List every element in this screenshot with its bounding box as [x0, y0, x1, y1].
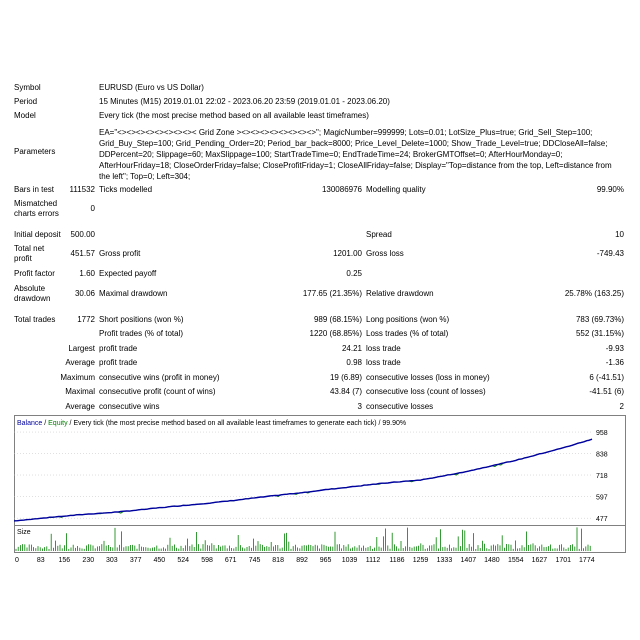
model-value: Every tick (the most precise method based on all available least timeframes) — [99, 111, 369, 120]
symbol-label: Symbol — [14, 83, 41, 92]
largest-label: Largest — [68, 344, 95, 353]
gross-loss-label: Gross loss — [366, 249, 404, 258]
expected-payoff-value: 0.25 — [346, 269, 362, 278]
total-trades-value: 1772 — [77, 315, 95, 324]
x-tick-label: 1259 — [412, 557, 429, 564]
short-positions-label: Short positions (won %) — [99, 315, 184, 324]
ticks-label: Ticks modelled — [99, 185, 153, 194]
total-trades-label: Total trades — [14, 315, 56, 324]
x-tick-label: 598 — [201, 557, 213, 564]
maximal-drawdown-value: 177.65 (21.35%) — [302, 289, 362, 298]
maximal-cons-loss-label: consecutive loss (count of losses) — [366, 387, 486, 396]
x-tick-label: 1186 — [389, 557, 405, 564]
y-tick-label: 718 — [596, 473, 608, 481]
ticks-value: 130086976 — [321, 185, 362, 194]
x-tick-label: 524 — [177, 557, 190, 564]
max-cons-losses-value: 6 (-41.51) — [589, 373, 624, 382]
model-label: Model — [14, 111, 36, 120]
parameters-value: EA="<><><><><><><><>< Grid Zone ><><><><><><><><>"; MagicNumber=999999; Lots=0.01; LotSize_Plus=true; Grid_Sell_Step=100; Grid_Buy_Step=100; Grid_Pending_Order=20; Period_bar_back=8000; Price_Level_Delete=1000; Show_Trade_Level=true; DDCloseAll=false; DDPercent=20; Slippage=60; MaxSlippage=100; StartTradeTime=0; EndTradeTime=24; BrokerGMTOffset=0; AfterHourMonday=0; AfterHourFriday=18; CloseOrderFriday=false; CloseProfitFriday=1; CloseAllFriday=false; Display="Top=distance from the top, Left=distance from the left"; Top=0; Left=304; — [99, 128, 612, 181]
x-tick-label: 1039 — [341, 557, 358, 564]
relative-drawdown-label: Relative drawdown — [366, 289, 434, 298]
profit-trades-label: Profit trades (% of total) — [99, 329, 184, 338]
average-label: Average — [65, 358, 95, 367]
period-label: Period — [14, 97, 38, 106]
size-label: Size — [17, 529, 31, 536]
x-tick-label: 230 — [82, 557, 95, 564]
largest-loss-label: loss trade — [366, 344, 401, 353]
legend-equity: Equity — [48, 420, 68, 427]
x-tick-label: 1480 — [484, 557, 500, 564]
short-positions-value: 989 (68.15%) — [313, 315, 362, 324]
y-tick-label: 477 — [596, 516, 608, 524]
x-tick-label: 892 — [296, 557, 308, 564]
x-tick-label: 0 — [15, 557, 19, 564]
mismatched-value: 0 — [90, 204, 95, 213]
quality-value: 99.90% — [596, 185, 624, 194]
relative-drawdown-value: 25.78% (163.25) — [564, 289, 624, 298]
maximal-cons-loss-value: -41.51 (6) — [589, 387, 624, 396]
legend-balance: Balance — [17, 420, 43, 427]
maximal-drawdown-label: Maximal drawdown — [99, 289, 168, 298]
spread-value: 10 — [615, 230, 624, 239]
maximal-cons-profit-label: consecutive profit (count of wins) — [99, 387, 216, 396]
x-tick-label: 1627 — [531, 557, 548, 564]
profit-factor-label: Profit factor — [14, 269, 55, 278]
largest-profit-label: profit trade — [99, 344, 138, 353]
x-tick-label: 818 — [272, 557, 284, 564]
maximum-label: Maximum — [60, 373, 95, 382]
initial-deposit-label: Initial deposit — [14, 230, 61, 239]
average-profit-label: profit trade — [99, 358, 138, 367]
bars-label: Bars in test — [14, 185, 55, 194]
quality-label: Modelling quality — [366, 185, 426, 194]
y-tick-label: 838 — [596, 451, 608, 459]
avg-cons-wins-label: consecutive wins — [99, 402, 160, 411]
x-tick-label: 303 — [105, 557, 118, 564]
absolute-drawdown-label: Absolute drawdown — [14, 284, 51, 303]
long-positions-label: Long positions (won %) — [366, 315, 450, 324]
max-cons-wins-value: 19 (6.89) — [329, 373, 362, 382]
average-loss-label: loss trade — [366, 358, 401, 367]
balance-chart — [14, 415, 626, 553]
legend-sep: / — [42, 420, 49, 427]
x-tick-label: 671 — [224, 557, 237, 564]
avg-cons-losses-value: 2 — [619, 402, 624, 411]
net-profit-label: Total net profit — [14, 244, 45, 263]
legend-rest: / Every tick (the most precise method based on all available least timeframes to generate each tick) / 99.90% — [67, 420, 407, 427]
gross-profit-value: 1201.00 — [333, 249, 362, 258]
x-tick-label: 377 — [129, 557, 142, 564]
x-tick-label: 1407 — [460, 557, 477, 564]
gross-profit-label: Gross profit — [99, 249, 141, 258]
y-tick-label: 958 — [596, 430, 608, 438]
chart-legend — [17, 420, 406, 427]
x-tick-label: 450 — [153, 557, 166, 564]
y-tick-label: 597 — [596, 494, 608, 502]
x-tick-label: 83 — [36, 557, 45, 564]
expected-payoff-label: Expected payoff — [99, 269, 157, 278]
profit-trades-value: 1220 (68.85%) — [309, 329, 362, 338]
bars-value: 111532 — [69, 185, 95, 194]
profit-factor-value: 1.60 — [79, 269, 95, 278]
x-tick-label: 1774 — [579, 557, 595, 564]
largest-profit-value: 24.21 — [341, 344, 362, 353]
spread-label: Spread — [366, 230, 392, 239]
mismatched-label: Mismatched charts errors — [14, 199, 59, 218]
avg-cons-wins-value: 3 — [357, 402, 362, 411]
x-axis — [14, 553, 626, 565]
initial-deposit-value: 500.00 — [70, 230, 95, 239]
max-cons-wins-label: consecutive wins (profit in money) — [99, 373, 220, 382]
x-tick-label: 1112 — [365, 557, 381, 564]
gross-loss-value: -749.43 — [596, 249, 624, 258]
period-value: 15 Minutes (M15) 2019.01.01 22:02 - 2023.06.20 23:59 (2019.01.01 - 2023.06.20) — [99, 97, 390, 106]
largest-loss-value: -9.93 — [605, 344, 624, 353]
x-tick-label: 1701 — [555, 557, 572, 564]
average-loss-value: -1.36 — [605, 358, 624, 367]
symbol-value: EURUSD (Euro vs US Dollar) — [99, 83, 204, 92]
x-tick-label: 156 — [58, 557, 71, 564]
maximal-label: Maximal — [65, 387, 95, 396]
max-cons-losses-label: consecutive losses (loss in money) — [366, 373, 490, 382]
long-positions-value: 783 (69.73%) — [575, 315, 624, 324]
maximal-cons-profit-value: 43.84 (7) — [329, 387, 362, 396]
chart-frame — [15, 416, 626, 553]
average-cons-label: Average — [65, 402, 95, 411]
x-tick-label: 745 — [248, 557, 261, 564]
loss-trades-label: Loss trades (% of total) — [366, 329, 449, 338]
net-profit-value: 451.57 — [70, 249, 95, 258]
x-tick-label: 965 — [319, 557, 332, 564]
loss-trades-value: 552 (31.15%) — [575, 329, 624, 338]
parameters-label: Parameters — [14, 147, 56, 156]
avg-cons-losses-label: consecutive losses — [366, 402, 434, 411]
x-tick-label: 1554 — [508, 557, 524, 564]
average-profit-value: 0.98 — [346, 358, 362, 367]
x-tick-label: 1333 — [436, 557, 453, 564]
absolute-drawdown-value: 30.06 — [74, 289, 95, 298]
